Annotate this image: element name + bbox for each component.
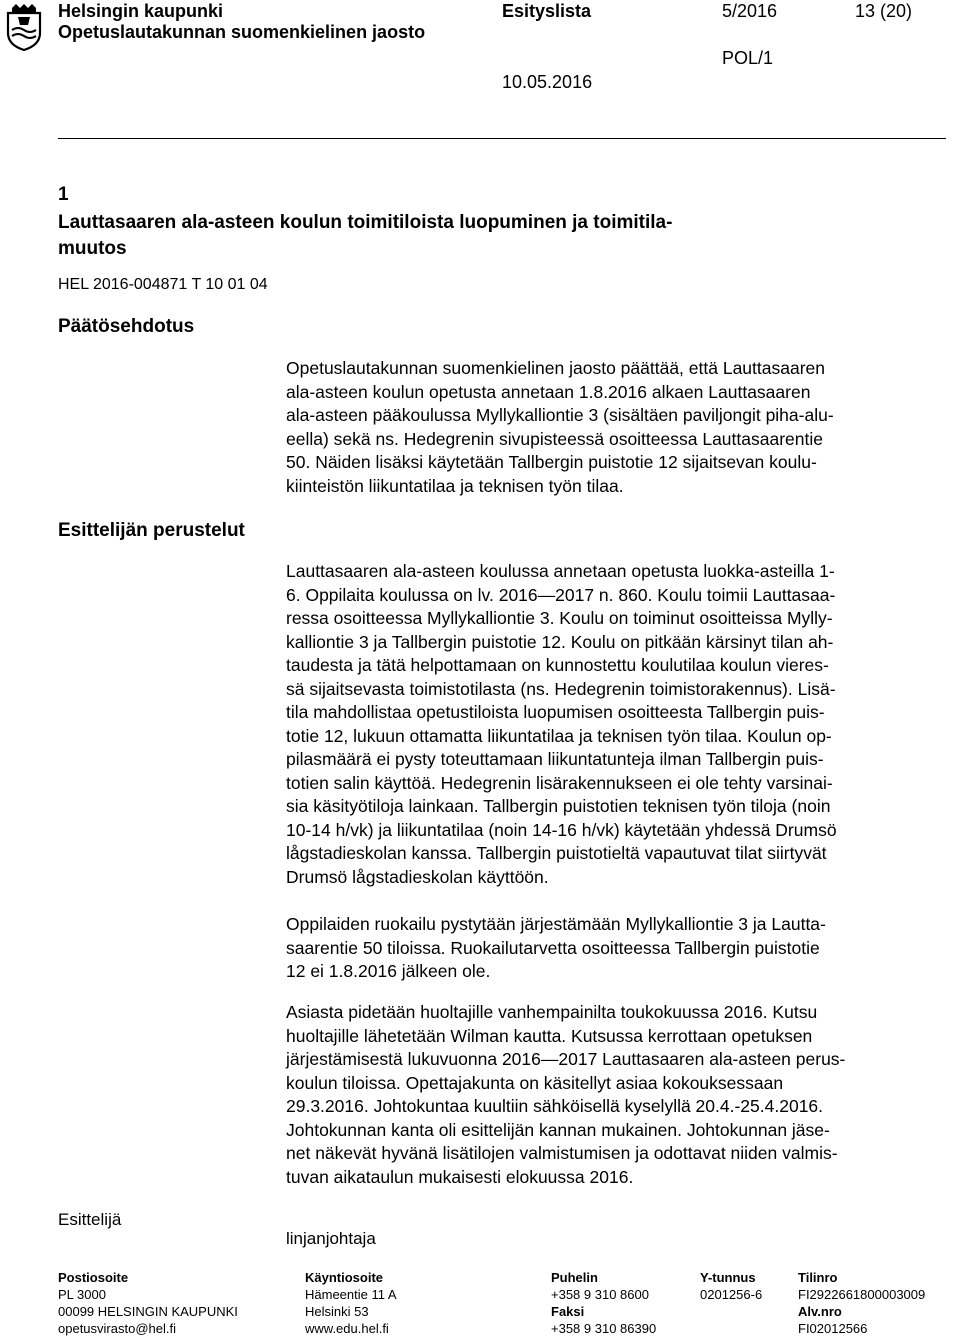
committee-name: Opetuslautakunnan suomenkielinen jaosto [58, 22, 426, 42]
page-number: 13 (20) [855, 1, 913, 21]
item-number: 1 [58, 184, 69, 205]
reasoning-paragraph-3: Asiasta pidetään huoltajille vanhempainilta toukokuussa 2016. Kutsu huoltajille lähetetään Wilman kautta. Kutsussa kerrottaan opetuksen järjestämisestä lukuvuonna 2016—2017 Lauttasaaren ala-asteen perus- koulun tiloissa. Opettajakunta on käsitellyt asiaa kokouksessaan 29.3.2016. Johtokuntaa kuultiin sähköisellä kyselyllä 20.4.-25.4.2016. Johtokunnan kanta oli esittelijän kannan mukainen. Johtokunnan jäse- net näkevät hyvänä lisätilojen valmistumisen ja odottavat niiden valmis- tuvan aikataulun mukaisesti elokuussa 2016. [286, 1002, 846, 1187]
meeting-number: 5/2016 [722, 1, 778, 21]
reasoning-paragraph-1: Lauttasaaren ala-asteen koulussa annetaan opetusta luokka-asteilla 1- 6. Oppilaita koulussa on lv. 2016—2017 n. 860. Koulu toimii Lauttasaa- ressa osoitteessa Myllykalliontie 3. Koulu on toiminut osoitteissa Mylly- kalliontie 3 ja Tallbergin puistotie 12. Koulu on pitkään kärsinyt tilan ah- taudesta ja tätä helpottamaan on kunnostettu koulutilaa koulun vieres- sä sijaitsevasta toimistotilasta (ns. Hedegrenin toimistorakennus). Lisä- tila mahdollistaa opetustiloista luopumisen osoitteesta Tallbergin puis- totie 12, lukuun ottamatta liikuntatilaa ja teknisen työn tilaa. Koulun op- pilasmäärä ei pysty toteuttamaan liikuntatunteja ilman Tallbergin puis- totien salin käyttöä. Hedegrenin lisärakennukseen ei ole tehty varsinai- sia käsityötiloja lainkaan. Tallbergin puistotien teknisen työn tiloja (noin 10-14 h/vk) ja liikuntatilaa (noin 14-16 h/vk) käytetään yhdessä Drumsö lågstadieskolan kanssa. Tallbergin puistotieltä vapautuvat tilat siirtyvät Drumsö lågstadieskolan käyttöön. [286, 561, 837, 887]
header-divider [58, 138, 946, 139]
item-title: Lauttasaaren ala-asteen koulun toimitiloista luopuminen ja toimitila- muutos [58, 212, 673, 259]
reasoning-paragraph-2: Oppilaiden ruokailu pystytään järjestämään Myllykalliontie 3 ja Lautta- saarentie 50 tiloissa. Ruokailutarvetta osoitteessa Tallbergin puistotie 12 ei 1.8.2016 jälkeen ole. [286, 914, 826, 981]
meeting-date: 10.05.2016 [502, 72, 593, 92]
footer-account: Tilinro FI2922661800003009 Alv.nro FI02012566 [798, 1270, 926, 1336]
footer-business-id: Y-tunnus 0201256-6 [700, 1270, 763, 1302]
footer-visiting-address: Käyntiosoite Hämeentie 11 A Helsinki 53 www.edu.hel.fi [305, 1270, 397, 1336]
reasoning-heading: Esittelijän perustelut [58, 520, 245, 541]
presenter-name: linjanjohtaja [286, 1229, 376, 1248]
proposal-text: Opetuslautakunnan suomenkielinen jaosto päättää, että Lauttasaaren ala-asteen koulun opetusta annetaan 1.8.2016 alkaen Lauttasaaren ala-asteen pääkoulussa Myllykalliontie 3 (sisältäen paviljongit piha-alu- eella) sekä ns. Hedegrenin sivupisteessä osoitteessa Lauttasaarentie 50. Näiden lisäksi käytetään Tallbergin puistotie 12 sijaitsevan koulu- kiinteistön liikuntatilaa ja teknisen työn tilaa. [286, 358, 834, 496]
presenter-label: Esittelijä [58, 1210, 122, 1229]
city-name: Helsingin kaupunki [58, 1, 224, 21]
proposal-heading: Päätösehdotus [58, 316, 195, 337]
document-type: Esityslista [502, 1, 592, 21]
helsinki-coat-of-arms-logo [4, 3, 44, 51]
footer-phone: Puhelin +358 9 310 8600 Faksi +358 9 310 86390 [551, 1270, 657, 1336]
footer-postal-address: Postiosoite PL 3000 00099 HELSINGIN KAUPUNKI opetusvirasto@hel.fi [58, 1270, 238, 1336]
record-id: HEL 2016-004871 T 10 01 04 [58, 276, 268, 293]
section-code: POL/1 [722, 48, 774, 68]
